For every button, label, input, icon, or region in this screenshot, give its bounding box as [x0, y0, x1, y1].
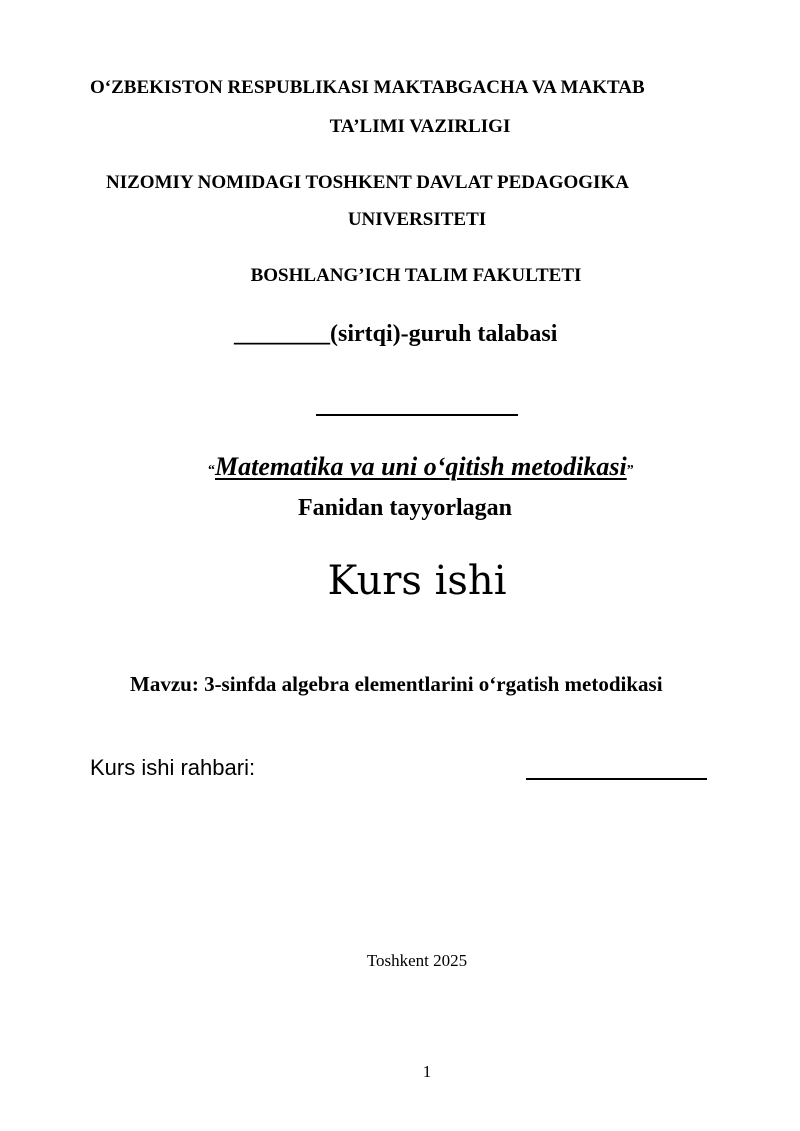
university-name-line1: NIZOMIY NOMIDAGI TOSHKENT DAVLAT PEDAGOGIKA: [106, 172, 629, 193]
ministry-name-line1: O‘ZBEKISTON RESPUBLIKASI MAKTABGACHA VA MAKTAB: [90, 77, 645, 98]
student-name-blank: [316, 394, 518, 416]
prepared-for-line: Fanidan tayyorlagan: [298, 495, 513, 521]
subject-line: [208, 452, 634, 482]
supervisor-signature-blank: [526, 756, 707, 780]
page-number: 1: [422, 1062, 432, 1081]
ministry-name-line2: TA’LIMI VAZIRLIGI: [329, 116, 511, 137]
supervisor-label: Kurs ishi rahbari:: [90, 755, 256, 780]
faculty-name: BOSHLANG’ICH TALIM FAKULTETI: [250, 265, 582, 286]
document-title: Kurs ishi: [327, 558, 507, 604]
student-group-line: ________(sirtqi)-guruh talabasi: [234, 321, 558, 347]
university-name-line2: UNIVERSITETI: [347, 209, 487, 230]
open-quote: “: [208, 463, 215, 478]
subject-name: Matematika va uni o‘qitish metodikasi: [215, 452, 627, 481]
city-year: Toshkent 2025: [366, 951, 468, 970]
topic-line: Mavzu: 3-sinfda algebra elementlarini o‘rgatish metodikasi: [130, 672, 663, 696]
close-quote: ”: [626, 463, 634, 478]
